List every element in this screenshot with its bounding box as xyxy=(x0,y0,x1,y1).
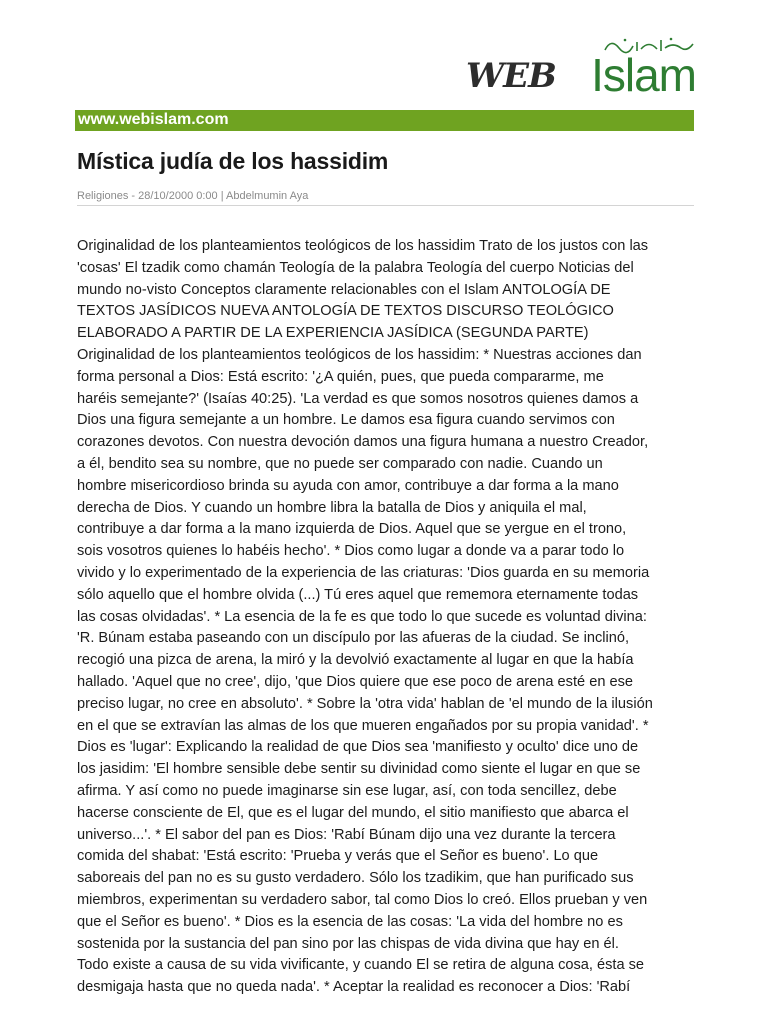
article-body-line: afirma. Y así como no puede imaginarse sin ese lugar, así, con toda sencillez, debe xyxy=(77,782,617,799)
article-body-line: sólo aquello que el hombre olvida (...) Tú eres aquel que rememora eternamente todas xyxy=(77,586,639,603)
article-body-line: a él, bendito sea su nombre, que no puede ser comparado con nadie. Cuando un xyxy=(77,455,603,472)
logo-islam-text: Islam xyxy=(591,49,696,101)
article-body-line: hacerse consciente de El, que es el lugar del mundo, el sitio manifiesto que abarca el xyxy=(77,804,629,821)
article-body-line: hallado. 'Aquel que no cree', dijo, 'que Dios quiere que ese poco de arena esté en ese xyxy=(77,673,634,690)
article-body-line: hombre misericordioso brinda su ayuda con amor, contribuye a dar forma a la mano xyxy=(77,477,619,494)
article-body-line: corazones devotos. Con nuestra devoción damos una figura humana a nuestro Creador, xyxy=(77,434,649,451)
article-body-line: miembros, experimentan su verdadero sabor, tal como Dios lo creó. Ellos prueban y ven xyxy=(77,891,648,908)
article-body-line: ELABORADO A PARTIR DE LA EXPERIENCIA JASÍDICA (SEGUNDA PARTE) xyxy=(77,325,589,342)
article-body-line: saboreais del pan no es su gusto verdadero. Sólo los tzadikim, que han purificado sus xyxy=(77,870,634,887)
article-body-line: Todo existe a causa de su vida vivificante, y cuando El se retira de alguna cosa, ésta se xyxy=(77,957,645,974)
article-body-line: 'cosas' El tzadik como chamán Teología de la palabra Teología del cuerpo Noticias del xyxy=(77,259,634,276)
site-url-bar xyxy=(75,110,694,131)
article-body-line: preciso lugar, no cree en absoluto'. * Sobre la 'otra vida' hablan de 'el mundo de la ilusión xyxy=(77,695,653,712)
meta-divider xyxy=(77,205,694,206)
article-body-line: sois vosotros quienes lo habéis hecho'. * Dios como lugar a donde va a parar todo lo xyxy=(77,543,625,560)
article-body-line: los jasidim: 'El hombre sensible debe sentir su divinidad como siente el lugar en que se xyxy=(77,761,641,778)
article-body-line: forma personal a Dios: Está escrito: '¿A quién, pues, que pueda compararme, me xyxy=(77,368,604,385)
article-body-line: recogió una pizca de arena, la miró y la devolvió exactamente al lugar en que la había xyxy=(77,652,634,669)
article-body-line: derecha de Dios. Y cuando un hombre libra la batalla de Dios y aniquila el mal, xyxy=(77,499,587,516)
logo-web-text: WEB xyxy=(466,56,556,96)
article-body-line: en el que se extravían las almas de los que mueren engañados por su propia vanidad'. * xyxy=(77,717,649,734)
article-body-line: mundo no-visto Conceptos claramente relacionables con el Islam ANTOLOGÍA DE xyxy=(77,281,611,298)
webislam-logo[interactable] xyxy=(466,34,696,100)
article-body-line: Originalidad de los planteamientos teológicos de los hassidim Trato de los justos con las xyxy=(77,238,649,254)
article-body-line: las cosas olvidadas'. * La esencia de la fe es que todo lo que sucede es voluntad divina: xyxy=(77,608,647,625)
article-body-line: 'R. Búnam estaba paseando con un discípulo por las afueras de la ciudad. Se inclinó, xyxy=(77,630,630,647)
article-body-line: sostenida por la sustancia del pan sino por las chispas de vida divina que hay en él. xyxy=(77,935,619,952)
article-body-line: Originalidad de los planteamientos teológicos de los hassidim: * Nuestras acciones dan xyxy=(77,346,642,363)
article-body-line: haréis semejante?' (Isaías 40:25). 'La verdad es que somos nosotros quienes damos a xyxy=(77,390,639,407)
site-url-link[interactable]: www.webislam.com xyxy=(78,111,229,128)
article-body-line: TEXTOS JASÍDICOS NUEVA ANTOLOGÍA DE TEXTOS DISCURSO TEOLÓGICO xyxy=(77,303,614,320)
article-body-line: contribuye a dar forma a la mano izquierda de Dios. Aquel que se yergue en el trono, xyxy=(77,521,627,538)
article-body-line: vivido y lo experimentado de la experiencia de las criaturas: 'Dios guarda en su memoria xyxy=(77,564,650,581)
article-body-line: desmigaja hasta que no queda nada'. * Aceptar la realidad es reconocer a Dios: 'Rabí xyxy=(77,979,631,996)
article-body-line: Dios es 'lugar': Explicando la realidad de que Dios sea 'manifiesto y oculto' dice uno de xyxy=(77,739,639,756)
article-body-line: universo...'. * El sabor del pan es Dios: 'Rabí Búnam dijo una vez durante la tercera xyxy=(77,826,616,843)
article-body-line: que el Señor es bueno'. * Dios es la esencia de las cosas: 'La vida del hombre no es xyxy=(77,913,623,930)
article-title: Mística judía de los hassidim xyxy=(77,148,389,174)
article-meta: Religiones - 28/10/2000 0:00 | Abdelmumin Aya xyxy=(77,190,309,202)
article-body-line: Dios una figura semejante a un hombre. Le damos esa figura cuando servimos con xyxy=(77,412,615,429)
article-body xyxy=(77,236,689,1026)
article-body-line: comida del shabat: 'Está escrito: 'Prueba y verás que el Señor es bueno'. Lo que xyxy=(77,848,599,865)
